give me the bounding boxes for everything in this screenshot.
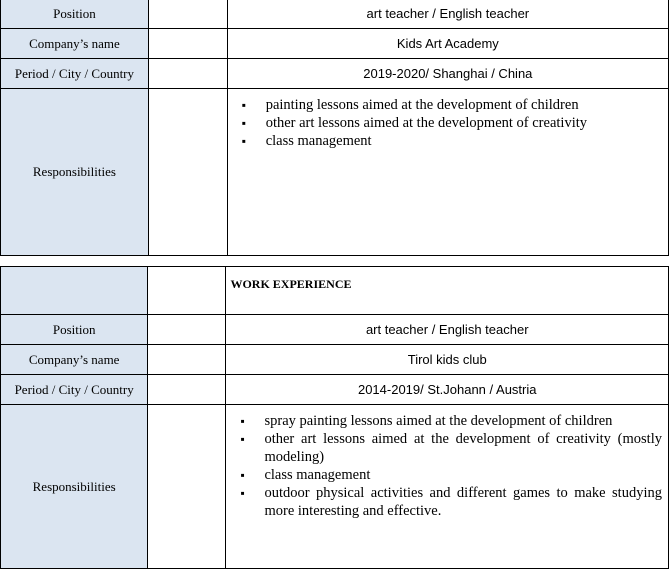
company-row (1, 345, 669, 375)
period-label: Period / City / Country (1, 375, 148, 405)
work-experience-table-2 (0, 266, 669, 569)
work-experience-table-1 (0, 0, 669, 256)
responsibility-item: ▪ other art lessons aimed at the development of creativity (mostly modeling) (264, 430, 662, 466)
company-value: Tirol kids club (226, 345, 669, 375)
spacer-cell (148, 0, 227, 29)
company-label: Company’s name (1, 29, 149, 59)
responsibilities-label: Responsibilities (1, 405, 148, 569)
position-label: Position (1, 0, 149, 29)
period-row (1, 375, 669, 405)
responsibilities-row (1, 89, 669, 256)
spacer-cell (148, 267, 226, 315)
responsibilities-row (1, 405, 669, 569)
period-row (1, 59, 669, 89)
header-row (1, 267, 669, 315)
responsibilities-list (228, 96, 668, 150)
period-value: 2014-2019/ St.Johann / Austria (226, 375, 669, 405)
spacer-cell (148, 375, 226, 405)
responsibility-item: ▪ other art lessons aimed at the development of creativity (266, 114, 662, 132)
responsibility-item: ▪ class management (266, 132, 662, 150)
spacer-cell (148, 59, 227, 89)
responsibilities-cell (227, 89, 668, 256)
company-value: Kids Art Academy (227, 29, 668, 59)
responsibilities-list (226, 412, 668, 520)
spacer-cell (148, 89, 227, 256)
position-row (1, 315, 669, 345)
position-row (1, 0, 669, 29)
responsibility-item: ▪ painting lessons aimed at the development of children (266, 96, 662, 114)
position-label: Position (1, 315, 148, 345)
spacer-cell (148, 29, 227, 59)
responsibilities-cell (226, 405, 669, 569)
period-label: Period / City / Country (1, 59, 149, 89)
responsibility-item: ▪ outdoor physical activities and different games to make studying more interesting and effective. (264, 484, 662, 520)
section-heading: WORK EXPERIENCE (226, 267, 669, 315)
responsibility-item: ▪ class management (264, 466, 662, 484)
spacer-cell (148, 345, 226, 375)
spacer-cell (148, 405, 226, 569)
position-value: art teacher / English teacher (226, 315, 669, 345)
company-row (1, 29, 669, 59)
responsibilities-label: Responsibilities (1, 89, 149, 256)
responsibility-item: ▪ spray painting lessons aimed at the development of children (264, 412, 662, 430)
spacer-cell (148, 315, 226, 345)
company-label: Company’s name (1, 345, 148, 375)
position-value: art teacher / English teacher (227, 0, 668, 29)
header-label-cell (1, 267, 148, 315)
period-value: 2019-2020/ Shanghai / China (227, 59, 668, 89)
